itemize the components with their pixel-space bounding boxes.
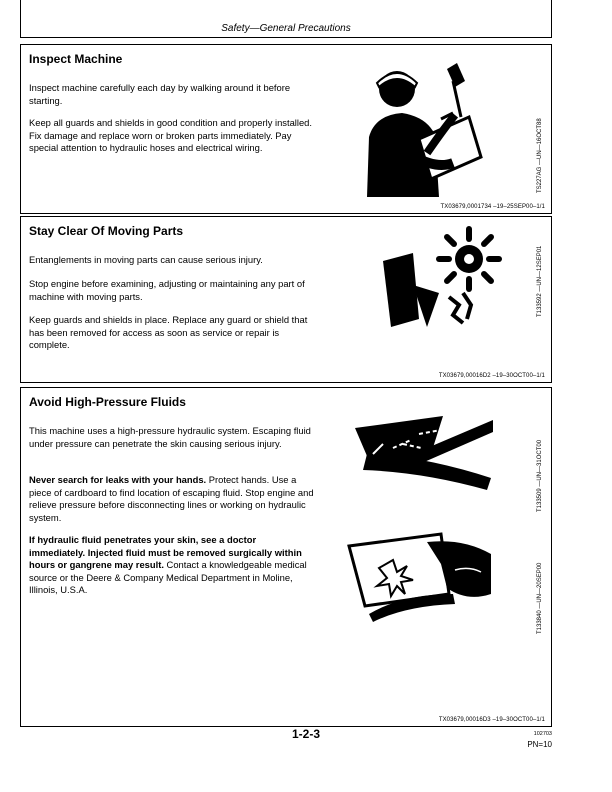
cardboard-leak-check-illustration [343,524,493,624]
hose-leak-illustration [353,414,493,494]
paragraph [29,474,314,524]
image-code: T133840 —UN—20SEP00 [537,562,543,634]
section-title: Inspect Machine [29,52,123,66]
paragraph-text: This machine uses a high-pressure hydraulic system. Escaping fluid under pressure can penetrate the skin causing serious injury. [29,425,311,449]
footer-code: TX03679,00016D2 –19–30OCT00–1/1 [438,373,545,379]
section-title: Avoid High-Pressure Fluids [29,395,186,409]
paragraph [29,534,314,597]
footer-code: TX03679,0001734 –19–25SEP00–1/1 [440,204,545,210]
pn-number: PN=10 [527,740,552,749]
section-inspect-machine [20,44,552,214]
paragraph [29,425,314,450]
image-code: TS227AG —UN—16OCT88 [537,118,543,193]
paragraph: Keep all guards and shields in good condition and properly installed. Fix damage and replace worn or broken parts immediately. Pay special attention to hydraulic hoses and electrical wiring. [29,117,313,153]
image-code: T133592 —UN—12SEP01 [537,245,543,317]
page-header [20,0,552,38]
image-code: T133509 —UN—31OCT00 [537,439,543,512]
paragraph: Stop engine before examining, adjusting or maintaining any part of machine with moving parts. [29,278,305,302]
paragraph: Keep guards and shields in place. Replace any guard or shield that has been removed for access as soon as service or repair is complete. [29,314,308,350]
page-code: 102703 [533,731,552,737]
footer-code: TX03679,00016D3 –19–30OCT00–1/1 [438,717,545,723]
paragraph-bold: If hydraulic fluid penetrates your skin, see a doctor immediately. Injected fluid must be removed surgically within hours or gangrene may result. [29,534,302,570]
inspector-clipboard-illustration [357,57,487,197]
paragraph-text: Contact a knowledgeable medical source or the Deere & Company Medical Department in Moline, Illinois, U.S.A. [29,559,307,595]
paragraph: Entanglements in moving parts can cause serious injury. [29,254,263,265]
entanglement-illustration [379,223,519,333]
section-high-pressure-fluids [20,387,552,727]
header-title: Safety—General Precautions [221,23,351,34]
section-moving-parts [20,216,552,383]
paragraph-bold: Never search for leaks with your hands. [29,474,207,485]
section-title: Stay Clear Of Moving Parts [29,224,184,238]
paragraph: Inspect machine carefully each day by walking around it before starting. [29,82,291,106]
page-number: 1-2-3 [291,727,320,741]
paragraph-text: Protect hands. Use a piece of cardboard to find location of escaping fluid. Stop engine and relieve pressure before disconnecting lines or working on hydraulic system. [29,474,314,523]
